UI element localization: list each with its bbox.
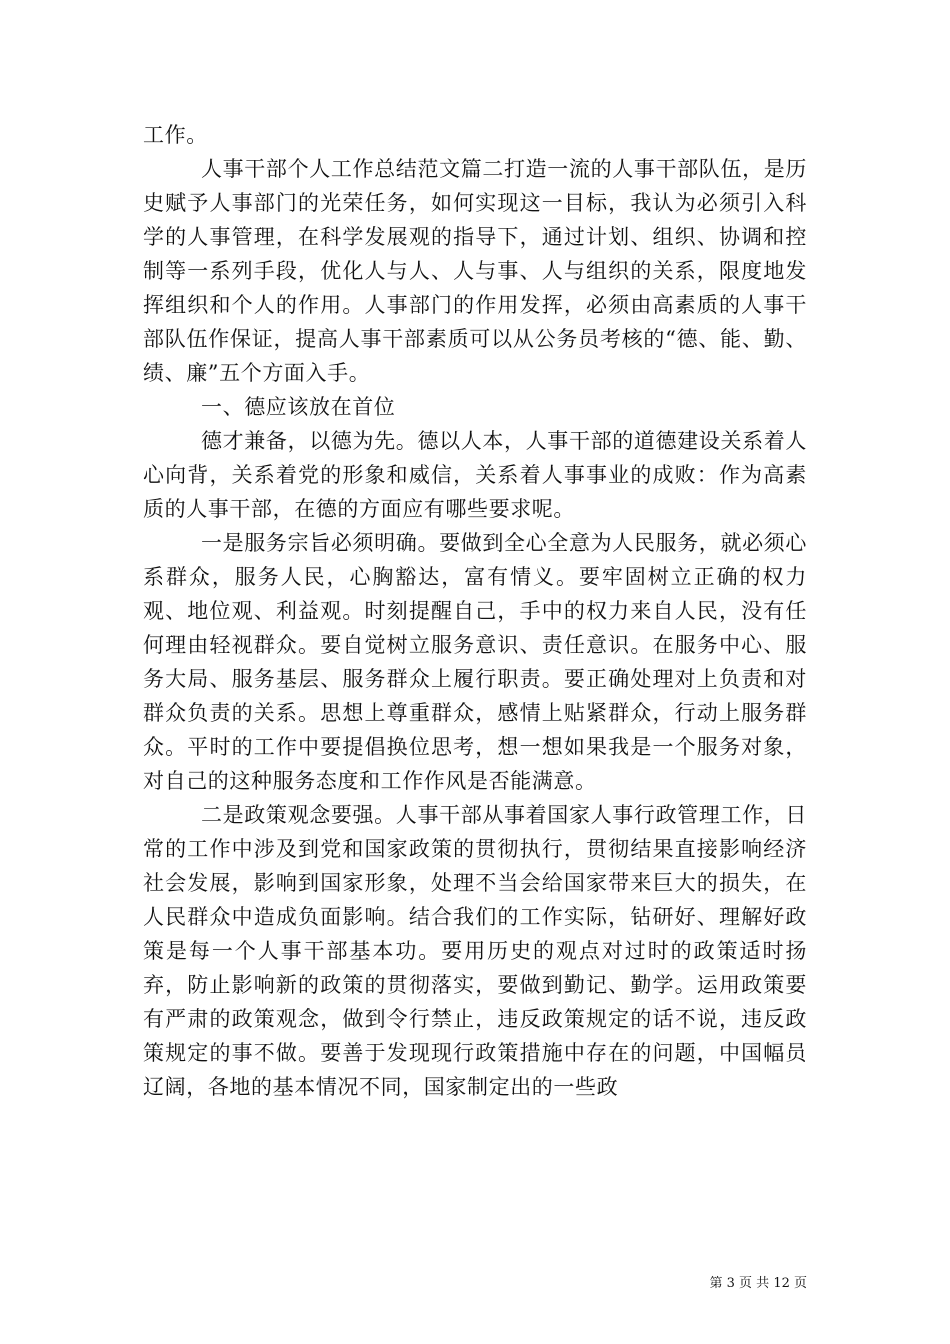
paragraph-continuation: 工作。 — [143, 123, 208, 147]
paragraph-intro: 人事干部个人工作总结范文篇二打造一流的人事干部队伍，是历史赋予人事部门的光荣任务，如何实现这一目标，我认为必须引入科学的人事管理，在科学发展观的指导下，通过计划、组织、协调和控制等一系列手段，优化人与人、人与事、人与组织的关系，限度地发挥组织和个人的作用。人事部门的作用发挥，必须由高素质的人事干部队伍作保证，提高人事干部素质可以从公务员考核的“德、能、勤、绩、廉”五个方面入手。 — [143, 157, 807, 385]
document-body — [143, 118, 807, 1104]
paragraph-service: 一是服务宗旨必须明确。要做到全心全意为人民服务，就必须心系群众，服务人民，心胸豁达，富有情义。要牢固树立正确的权力观、地位观、利益观。时刻提醒自己，手中的权力来自人民，没有任何理由轻视群众。要自觉树立服务意识、责任意识。在服务中心、服务大局、服务基层、服务群众上履行职责。要正确处理对上负责和对群众负责的关系。思想上尊重群众，感情上贴紧群众，行动上服务群众。平时的工作中要提倡换位思考，想一想如果我是一个服务对象，对自己的这种服务态度和工作作风是否能满意。 — [143, 531, 807, 793]
page-number-footer: 第 3 页 共 12 页 — [709, 1276, 807, 1291]
paragraph-policy: 二是政策观念要强。人事干部从事着国家人事行政管理工作，日常的工作中涉及到党和国家政策的贯彻执行，贯彻结果直接影响经济社会发展，影响到国家形象，处理不当会给国家带来巨大的损失，在人民群众中造成负面影响。结合我们的工作实际，钻研好、理解好政策是每一个人事干部基本功。要用历史的观点对过时的政策适时扬弃，防止影响新的政策的贯彻落实，要做到勤记、勤学。运用政策要有严肃的政策观念，做到令行禁止，违反政策规定的话不说，违反政策规定的事不做。要善于发现现行政策措施中存在的问题，中国幅员辽阔，各地的基本情况不同，国家制定出的一些政 — [143, 803, 807, 1099]
paragraph-de: 德才兼备，以德为先。德以人本，人事干部的道德建设关系着人心向背，关系着党的形象和威信，关系着人事事业的成败：作为高素质的人事干部，在德的方面应有哪些要求呢。 — [143, 429, 807, 521]
section-heading-de: 一、德应该放在首位 — [201, 395, 396, 419]
